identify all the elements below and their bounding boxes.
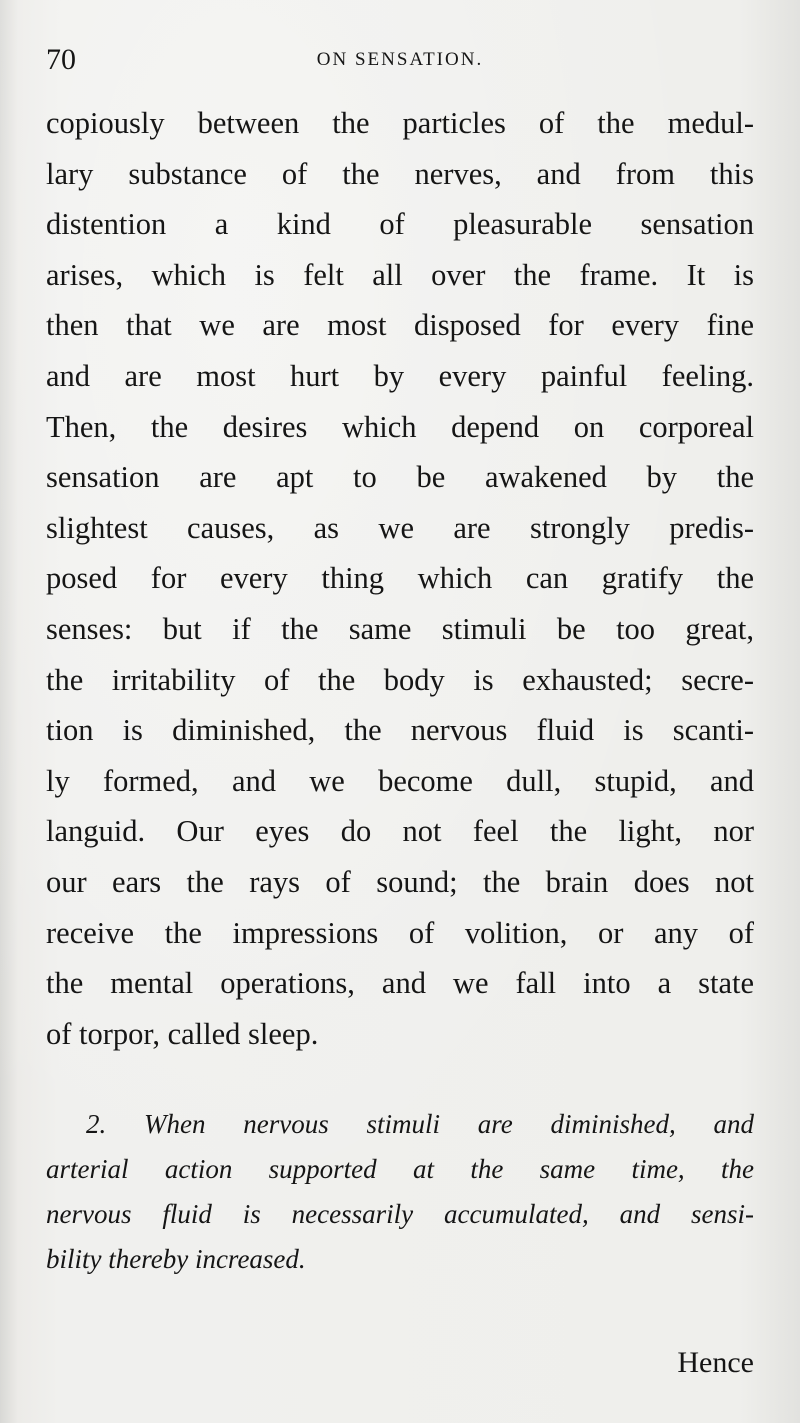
text-line: copiously between the particles of the medul- bbox=[46, 106, 754, 140]
text-line: then that we are most disposed for every fine bbox=[46, 308, 754, 343]
text-line: arises, which is felt all over the frame. It is bbox=[46, 257, 754, 292]
proposition-line: arterial action supported at the same time, the bbox=[46, 1154, 754, 1184]
text-line: Then, the desires which depend on corporeal bbox=[46, 409, 754, 444]
text-line: tion is diminished, the nervous fluid is scanti- bbox=[46, 713, 754, 748]
text-line: of torpor, called sleep. bbox=[46, 1016, 319, 1051]
text-line: the irritability of the body is exhausted; secre- bbox=[46, 662, 754, 697]
catchword: Hence bbox=[677, 1346, 754, 1379]
text-line: the mental operations, and we fall into a state bbox=[46, 966, 754, 1001]
proposition-line: bility thereby increased. bbox=[46, 1244, 306, 1274]
running-head: ON SENSATION. bbox=[316, 49, 484, 70]
text-line: posed for every thing which can gratify the bbox=[46, 561, 754, 596]
page-header bbox=[46, 40, 754, 80]
text-line: lary substance of the nerves, and from this bbox=[46, 156, 754, 191]
text-line: our ears the rays of sound; the brain does not bbox=[46, 864, 754, 899]
text-line: ly formed, and we become dull, stupid, and bbox=[46, 763, 754, 798]
proposition-line: nervous fluid is necessarily accumulated, and sensi- bbox=[46, 1199, 754, 1229]
page-number: 70 bbox=[46, 43, 76, 76]
text-line: and are most hurt by every painful feeling. bbox=[46, 358, 754, 393]
text-line: slightest causes, as we are strongly predis- bbox=[46, 510, 754, 545]
text-line: receive the impressions of volition, or any of bbox=[46, 915, 754, 950]
proposition-line: 2. When nervous stimuli are diminished, and bbox=[86, 1109, 754, 1139]
proposition-2 bbox=[46, 1102, 754, 1282]
body-paragraph bbox=[46, 98, 754, 1059]
text-line: senses: but if the same stimuli be too great, bbox=[46, 611, 754, 646]
text-line: distention a kind of pleasurable sensation bbox=[46, 207, 754, 242]
text-line: languid. Our eyes do not feel the light, nor bbox=[46, 814, 754, 849]
text-line: sensation are apt to be awakened by the bbox=[46, 460, 754, 495]
